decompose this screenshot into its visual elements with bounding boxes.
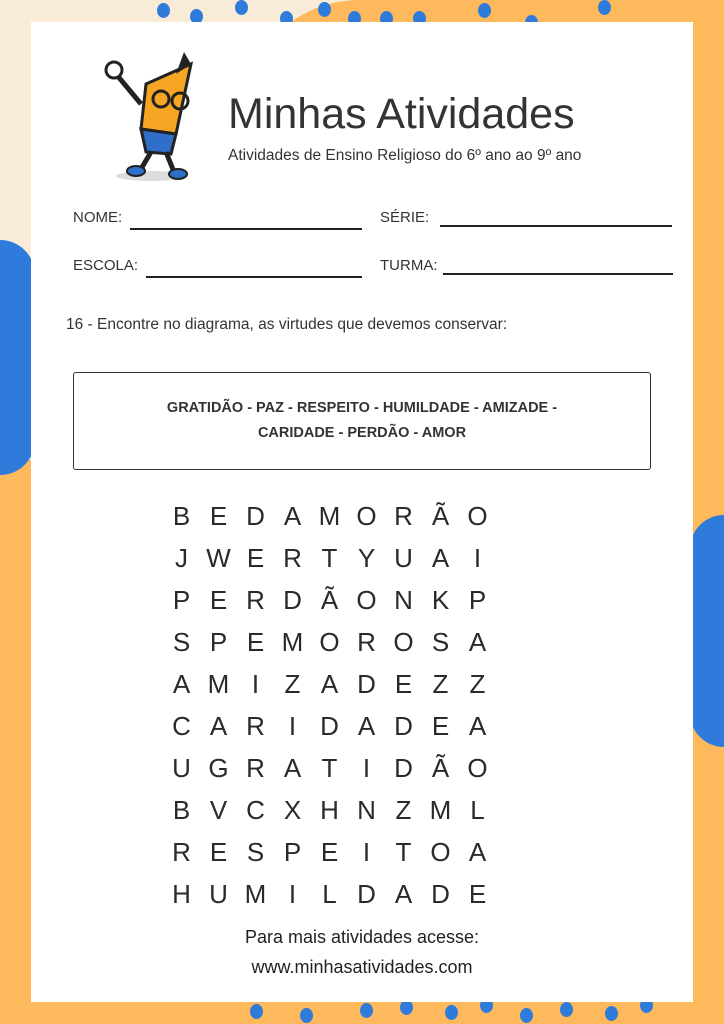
dot-decoration [478, 3, 491, 18]
grid-letter[interactable]: X [283, 794, 302, 825]
grid-letter[interactable]: D [357, 668, 376, 699]
grid-letter[interactable]: A [468, 626, 487, 657]
grid-row [163, 663, 496, 705]
grid-letter[interactable]: P [209, 626, 228, 657]
grid-letter[interactable]: M [318, 500, 341, 531]
grid-letter[interactable]: E [209, 836, 228, 867]
grid-letter[interactable]: D [394, 752, 413, 783]
dot-decoration [400, 1000, 413, 1015]
serie-input-line[interactable] [440, 225, 672, 227]
dot-decoration [520, 1008, 533, 1023]
grid-letter[interactable]: W [206, 542, 231, 573]
serie-label: SÉRIE: [380, 209, 430, 226]
grid-letter[interactable]: R [246, 752, 265, 783]
grid-letter[interactable]: S [172, 626, 191, 657]
grid-letter[interactable]: E [246, 542, 265, 573]
grid-letter[interactable]: M [281, 626, 304, 657]
grid-letter[interactable]: J [175, 542, 188, 573]
grid-letter[interactable]: O [467, 500, 488, 531]
escola-input-line[interactable] [146, 276, 362, 278]
grid-letter[interactable]: I [362, 836, 371, 867]
grid-letter[interactable]: O [356, 584, 377, 615]
grid-row [163, 831, 496, 873]
grid-letter[interactable]: R [246, 710, 265, 741]
footer-text: Para mais atividades acesse: [244, 927, 480, 947]
grid-letter[interactable]: Y [357, 542, 376, 573]
grid-letter[interactable]: A [468, 710, 487, 741]
grid-row [163, 873, 496, 915]
grid-letter[interactable]: E [209, 584, 228, 615]
grid-letter[interactable]: O [467, 752, 488, 783]
grid-letter[interactable]: P [283, 836, 302, 867]
grid-letter[interactable]: A [172, 668, 191, 699]
background-blue-shape [690, 515, 724, 747]
grid-letter[interactable]: A [394, 878, 413, 909]
grid-row [163, 621, 496, 663]
grid-letter[interactable]: K [431, 584, 450, 615]
grid-letter[interactable]: Z [284, 668, 301, 699]
turma-input-line[interactable] [443, 273, 673, 275]
grid-letter[interactable]: R [283, 542, 302, 573]
worksheet-page [31, 22, 693, 1002]
grid-letter[interactable]: M [429, 794, 452, 825]
grid-letter[interactable]: Z [395, 794, 412, 825]
grid-letter[interactable]: N [357, 794, 376, 825]
word-list-line: GRATIDÃO - PAZ - RESPEITO - HUMILDADE - AMIZADE - [166, 400, 558, 416]
word-search-grid [163, 495, 496, 915]
dot-decoration [250, 1004, 263, 1019]
grid-letter[interactable]: C [246, 794, 265, 825]
background-blue-shape [0, 240, 35, 475]
grid-letter[interactable]: N [394, 584, 413, 615]
grid-letter[interactable]: T [321, 542, 338, 573]
grid-letter[interactable]: E [209, 500, 228, 531]
dot-decoration [157, 3, 170, 18]
dot-decoration [318, 2, 331, 17]
grid-letter[interactable]: H [172, 878, 191, 909]
grid-letter[interactable]: V [209, 794, 228, 825]
nome-input-line[interactable] [130, 228, 362, 230]
word-list-line: CARIDADE - PERDÃO - AMOR [257, 425, 467, 441]
grid-letter[interactable]: D [394, 710, 413, 741]
grid-letter[interactable]: B [172, 794, 191, 825]
dot-decoration [445, 1005, 458, 1020]
grid-letter[interactable]: L [470, 794, 485, 825]
grid-letter[interactable]: M [207, 668, 230, 699]
grid-letter[interactable]: A [468, 836, 487, 867]
grid-letter[interactable]: T [321, 752, 338, 783]
grid-letter[interactable]: A [320, 668, 339, 699]
grid-letter[interactable]: I [288, 710, 297, 741]
grid-letter[interactable]: C [172, 710, 191, 741]
grid-letter[interactable]: D [357, 878, 376, 909]
dot-decoration [560, 1002, 573, 1017]
grid-letter[interactable]: L [322, 878, 337, 909]
grid-letter[interactable]: U [172, 752, 191, 783]
grid-row [163, 705, 496, 747]
dot-decoration [300, 1008, 313, 1023]
grid-letter[interactable]: A [431, 542, 450, 573]
grid-letter[interactable]: Z [469, 668, 486, 699]
grid-letter[interactable]: H [320, 794, 339, 825]
grid-letter[interactable]: Ã [320, 584, 339, 615]
grid-letter[interactable]: O [393, 626, 414, 657]
grid-letter[interactable]: D [431, 878, 450, 909]
grid-letter[interactable]: Ã [431, 500, 450, 531]
grid-letter[interactable]: A [283, 752, 302, 783]
grid-letter[interactable]: I [473, 542, 482, 573]
grid-letter[interactable]: D [320, 710, 339, 741]
grid-letter[interactable]: M [244, 878, 267, 909]
grid-letter[interactable]: E [246, 626, 265, 657]
grid-letter[interactable]: U [209, 878, 228, 909]
grid-letter[interactable]: E [468, 878, 487, 909]
grid-letter[interactable]: E [320, 836, 339, 867]
escola-label: ESCOLA: [73, 257, 139, 274]
dot-decoration [360, 1003, 373, 1018]
grid-letter[interactable]: E [431, 710, 450, 741]
grid-letter[interactable]: B [172, 500, 191, 531]
grid-letter[interactable]: A [283, 500, 302, 531]
grid-letter[interactable]: O [356, 500, 377, 531]
grid-letter[interactable]: R [172, 836, 191, 867]
turma-label: TURMA: [380, 257, 438, 274]
grid-row [163, 579, 496, 621]
dot-decoration [605, 1006, 618, 1021]
grid-letter[interactable]: Ã [431, 752, 450, 783]
grid-letter[interactable]: I [251, 668, 260, 699]
grid-letter[interactable]: D [246, 500, 265, 531]
grid-letter[interactable]: S [431, 626, 450, 657]
grid-letter[interactable]: R [394, 500, 413, 531]
grid-letter[interactable]: R [357, 626, 376, 657]
grid-row [163, 495, 496, 537]
grid-letter[interactable]: U [394, 542, 413, 573]
grid-letter[interactable]: E [394, 668, 413, 699]
page-subtitle: Atividades de Ensino Religioso do 6º ano ao 9º ano [228, 147, 582, 164]
footer-website-link[interactable]: www.minhasatividades.com [251, 957, 473, 977]
dot-decoration [235, 0, 248, 15]
page-title: Minhas Atividades [228, 90, 575, 138]
grid-letter[interactable]: O [430, 836, 451, 867]
grid-letter[interactable]: R [246, 584, 265, 615]
grid-row [163, 537, 496, 579]
grid-letter[interactable]: P [468, 584, 487, 615]
grid-letter[interactable]: P [172, 584, 191, 615]
grid-row [163, 747, 496, 789]
grid-letter[interactable]: T [395, 836, 412, 867]
grid-row [163, 789, 496, 831]
grid-letter[interactable]: Z [432, 668, 449, 699]
pencil-mascot-icon [96, 44, 216, 184]
grid-letter[interactable]: A [357, 710, 376, 741]
grid-letter[interactable]: O [319, 626, 340, 657]
grid-letter[interactable]: A [209, 710, 228, 741]
question-text: 16 - Encontre no diagrama, as virtudes que devemos conservar: [66, 316, 508, 333]
grid-letter[interactable]: G [208, 752, 229, 783]
grid-letter[interactable]: I [288, 878, 297, 909]
nome-label: NOME: [73, 209, 123, 226]
grid-letter[interactable]: D [283, 584, 302, 615]
dot-decoration [598, 0, 611, 15]
grid-letter[interactable]: S [246, 836, 265, 867]
grid-letter[interactable]: I [362, 752, 371, 783]
word-list-box [73, 372, 651, 470]
